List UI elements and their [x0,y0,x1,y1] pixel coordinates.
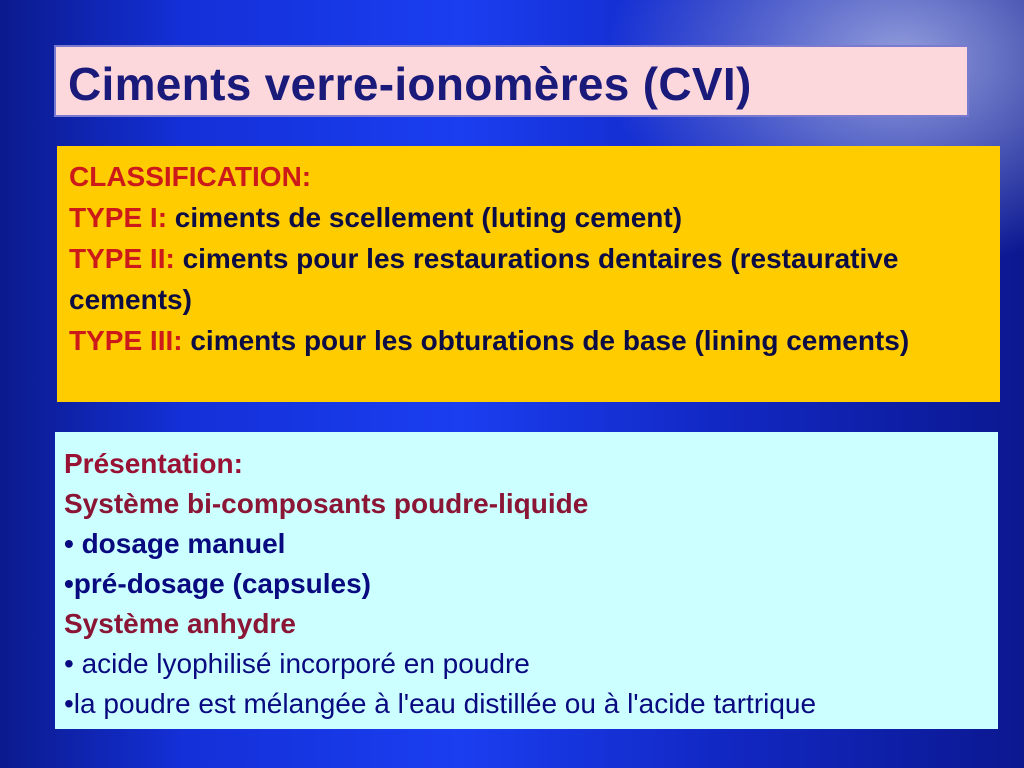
presentation-heading: Présentation: [64,448,243,479]
bullet-acide-lyophilise: • acide lyophilisé incorporé en poudre [64,648,530,679]
system-anhydre: Système anhydre [64,608,296,639]
presentation-box [55,432,998,729]
type-1-text: ciments de scellement (luting cement) [167,202,683,233]
type-1-line [69,197,988,238]
bullet-poudre-melangee: •la poudre est mélangée à l'eau distillée ou à l'acide tartrique [64,688,817,719]
bullet-pre-dosage: •pré-dosage (capsules) [64,568,372,599]
bullet-dosage-manuel: • dosage manuel [64,528,286,559]
system-bi-composants: Système bi-composants poudre-liquide [64,488,589,519]
type-3-line [69,320,988,361]
type-2-text: ciments pour les restaurations dentaires (restaurative cements) [69,243,899,315]
type-3-text: ciments pour les obturations de base (lining cements) [182,325,910,356]
type-3-label: TYPE III: [69,325,183,356]
classification-heading: CLASSIFICATION: [69,161,312,192]
type-2-line [69,238,988,320]
slide-title: Ciments verre-ionomères (CVI) [68,58,752,110]
type-1-label: TYPE I: [69,202,168,233]
type-2-label: TYPE II: [69,243,175,274]
title-box [54,45,969,117]
classification-box [57,146,1000,402]
